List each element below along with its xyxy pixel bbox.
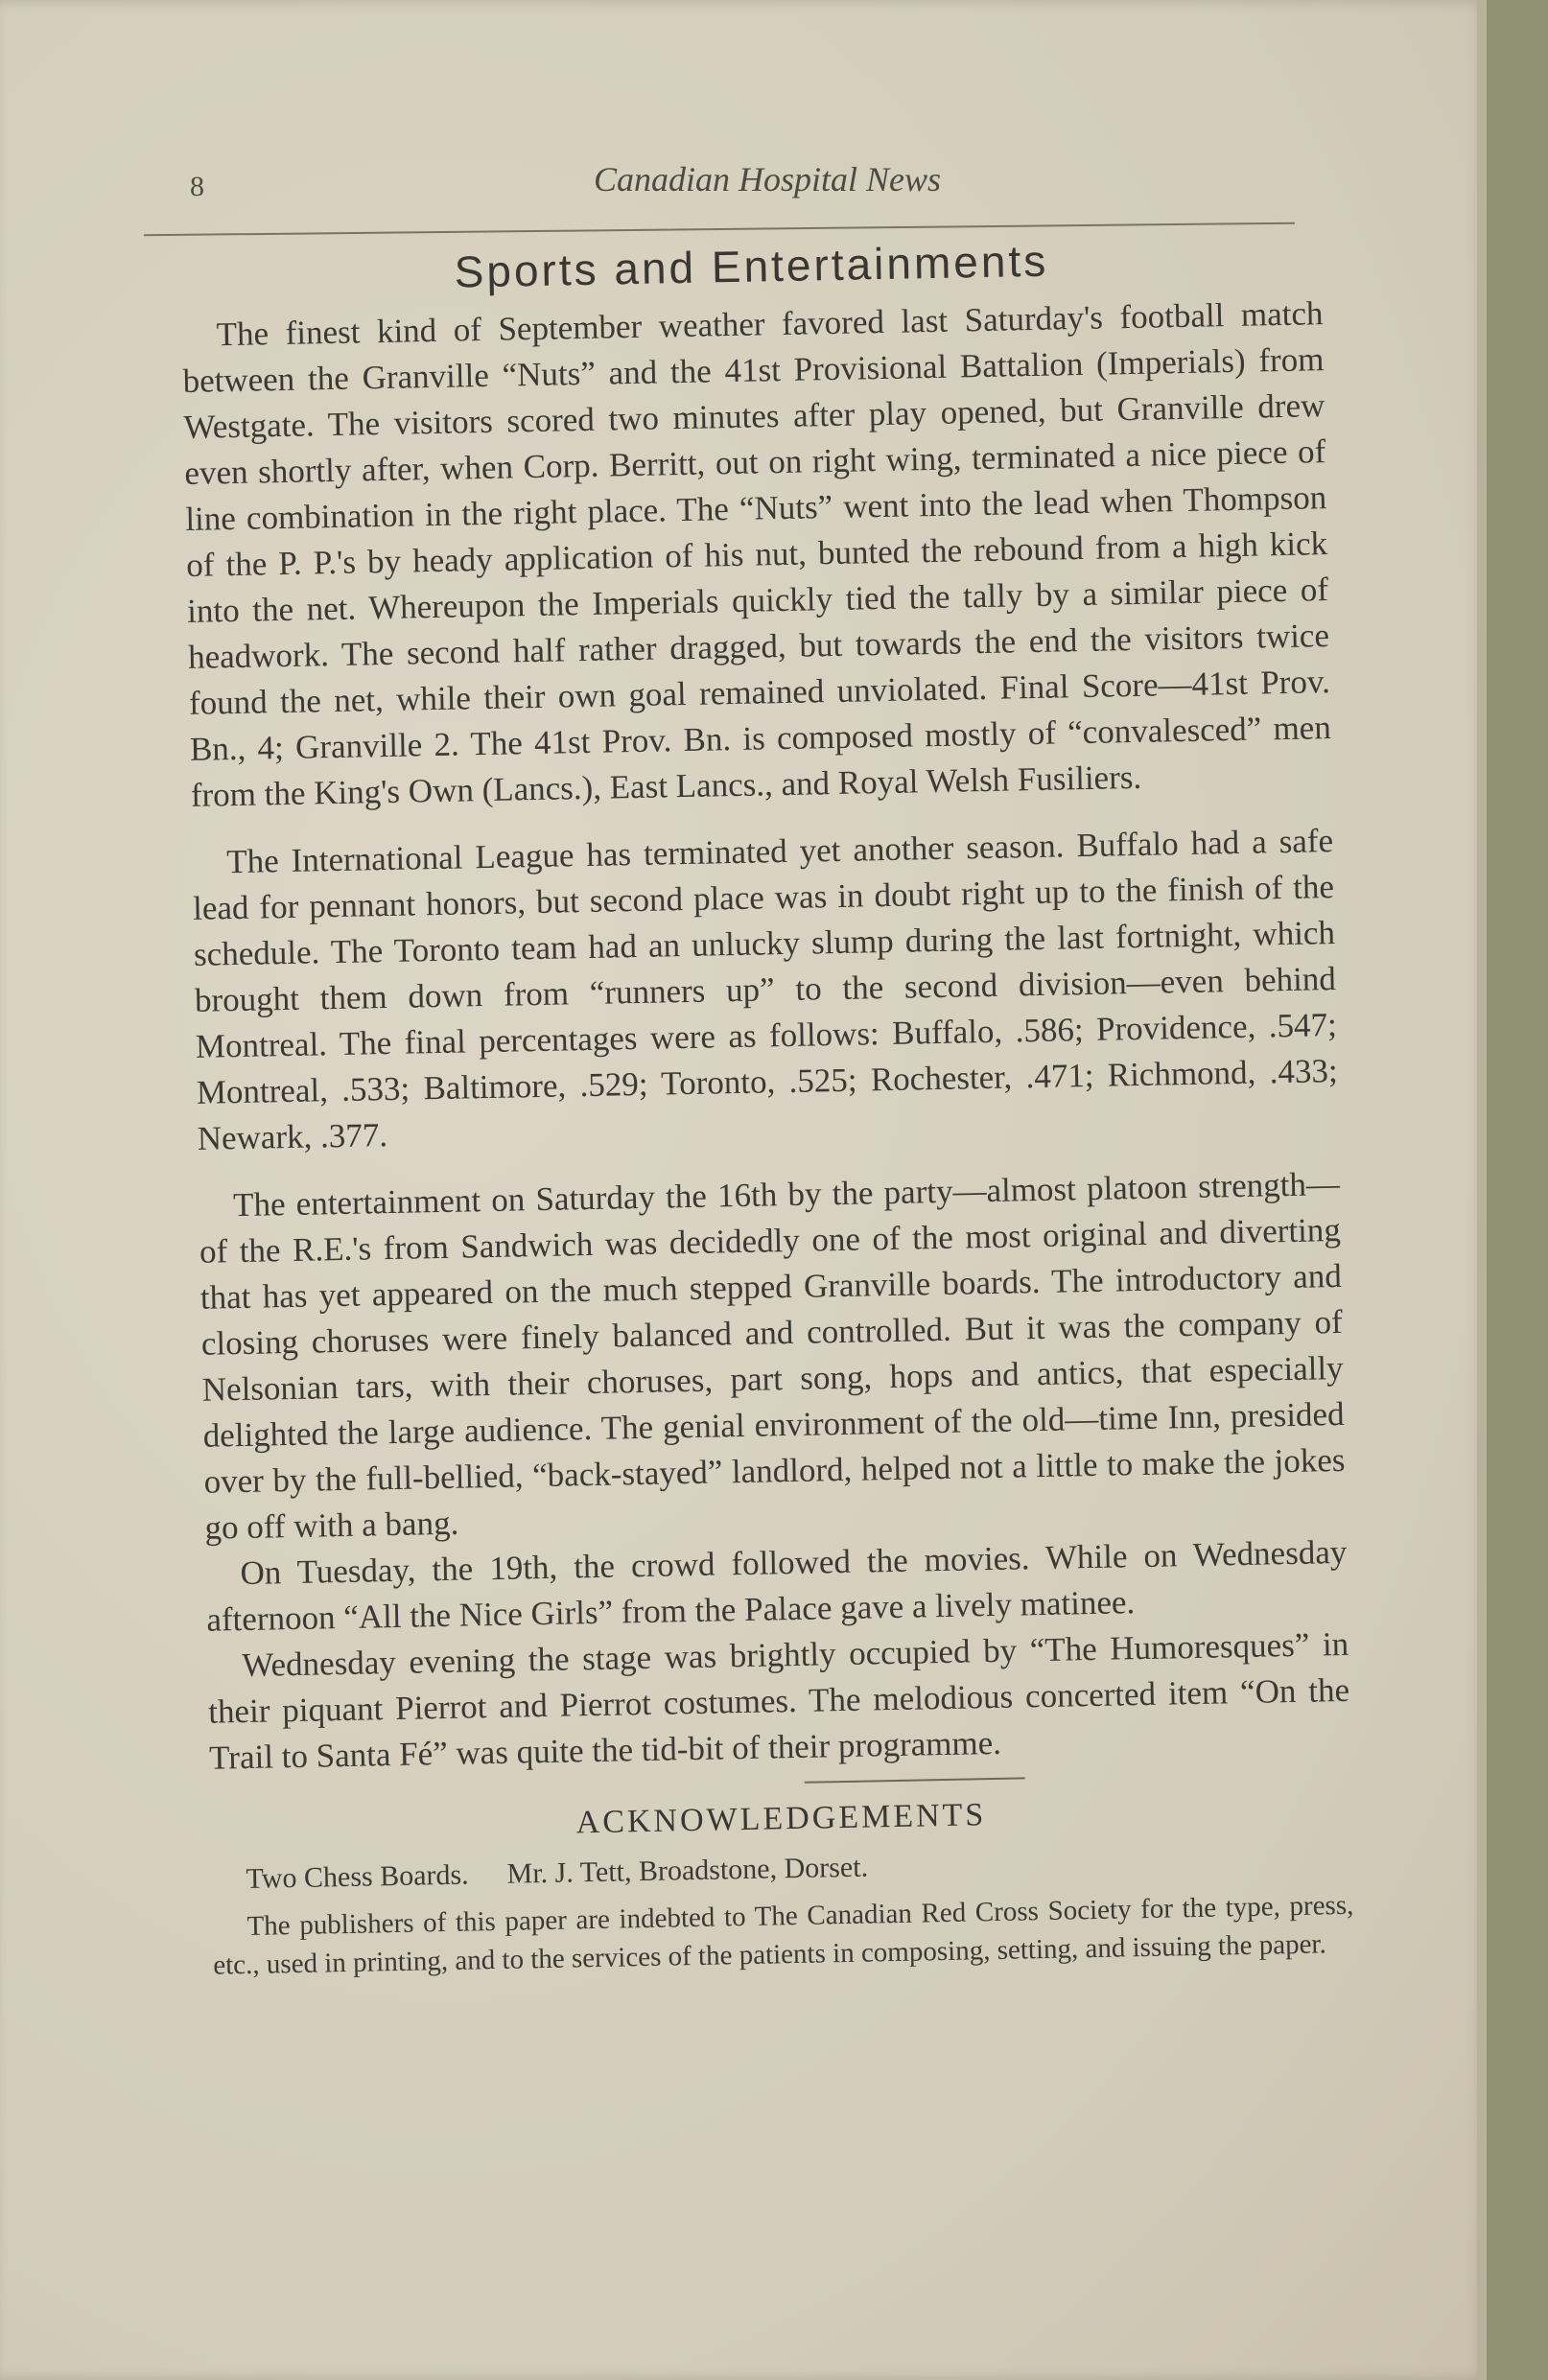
acknowledgements-title: ACKNOWLEDGEMENTS [575,1797,987,1841]
running-head: Canadian Hospital News [593,160,942,198]
article-sports-entertainments [180,229,1354,1985]
acknowledgement-item-donor: Mr. J. Tett, Broadstone, Dorset. [506,1851,869,1890]
acknowledgement-item-label: Two Chess Boards. [246,1858,469,1895]
paragraph-tuesday: On Tuesday, the 19th, the crowd followed the movies. While on Wednesday afternoon “All the Nice Girls” from the Palace gave a lively matinee. [206,1532,1348,1639]
page-number: 8 [190,171,204,202]
section-title: Sports and Entertainments [454,235,1049,297]
section-divider [805,1777,1025,1783]
binding-spine [1487,0,1548,2380]
paragraph-wednesday: Wednesday evening the stage was brightly occupied by “The Humoresques” in their piquant Pierrot and Pierrot costumes. The melodious concerted item “On the Trail to Santa Fé” was quite the tid-bit of their programme. [207,1624,1350,1777]
acknowledgement-item [246,1842,1352,1896]
paragraph-international-league: The International League has terminated yet another season. Buffalo had a safe lead for pennant honors, but second place was in doubt right up to the finish of the schedule. The Toronto team had an unlucky slump during the last fortnight, which brought them down from “runners up” to the second division—even behind Montreal. The final percentages were as follows: Buffalo, .586; Providence, .547; Montreal, .533; Baltimore, .529; Toronto, .525; Rochester, .471; Richmond, .433; Newark, .377. [192,822,1339,1157]
acknowledgement-text: The publishers of this paper are indebted to The Canadian Red Cross Society for the type, press, etc., used in printing, and to the services of the patients in composing, setting, and issuing the paper. [213,1889,1354,1981]
paragraph-entertainment: The entertainment on Saturday the 16th by the party—almost platoon strength—of the R.E.'s from Sandwich was decidedly one of the most original and diverting that has yet appeared on the much stepped Granville boards. The introductory and closing choruses were finely balanced and controlled. But it was the company of Nelsonian tars, with their choruses, part song, hops and antics, that especially delighted the large audience. The genial environment of the old—time Inn, presided over by the full-bellied, “back-stayed” landlord, helped not a little to make the jokes go off with a bang. [199,1164,1346,1547]
page-header [182,155,1304,213]
paragraph-football: The finest kind of September weather favored last Saturday's football match between the Granville “Nuts” and the 41st Provisional Battalion (Imperials) from Westgate. The visitors scored two minutes after play opened, but Granville drew even shortly after, when Corp. Berritt, out on right wing, terminated a nice piece of line combination in the right place. The “Nuts” went into the lead when Thompson of the P. P.'s by heady application of his nut, bunted the rebound from a high kick into the net. Whereupon the Imperials quickly tied the tally by a similar piece of headwork. The second half rather dragged, but towards the end the visitors twice found the net, while their own goal remained unviolated. Final Score—41st Prov. Bn., 4; Granville 2. The 41st Prov. Bn. is composed mostly of “convalesced” men from the King's Own (Lancs.), East Lancs., and Royal Welsh Fusiliers. [182,294,1332,814]
